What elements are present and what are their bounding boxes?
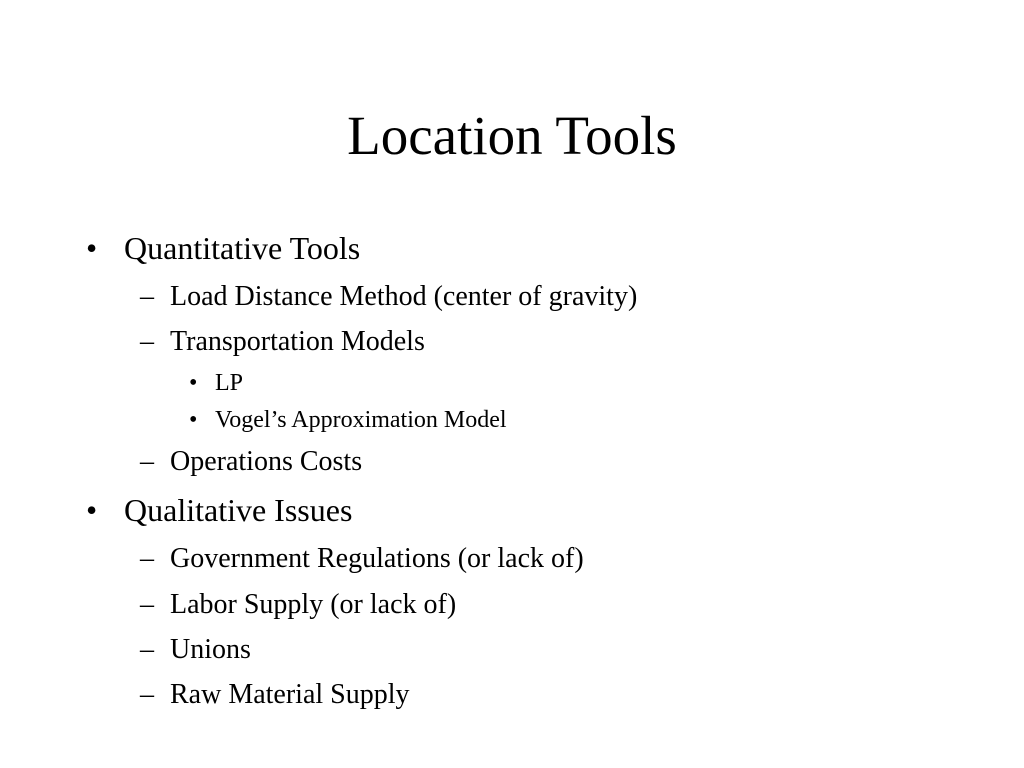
bullet-marker: • xyxy=(189,370,198,396)
sub-sub-item-lp xyxy=(189,368,244,398)
sub-item-labor-supply xyxy=(140,587,457,623)
bullet-text: Qualitative Issues xyxy=(124,492,353,528)
dash-marker: – xyxy=(140,326,154,357)
dash-marker: – xyxy=(140,634,154,665)
sub-item-load-distance-method xyxy=(140,279,638,315)
sub-item-text: Labor Supply (or lack of) xyxy=(170,589,457,620)
sub-item-transportation-models xyxy=(140,324,425,360)
dash-marker: – xyxy=(140,679,154,710)
sub-item-text: Raw Material Supply xyxy=(170,679,410,710)
dash-marker: – xyxy=(140,543,154,574)
sub-item-text: Unions xyxy=(170,634,251,665)
slide-title: Location Tools xyxy=(347,105,677,166)
bullet-marker: • xyxy=(189,407,198,433)
bullet-marker: • xyxy=(86,230,98,266)
sub-item-text: Load Distance Method (center of gravity) xyxy=(170,281,638,312)
sub-item-government-regulations xyxy=(140,541,584,577)
dash-marker: – xyxy=(140,281,154,312)
bullet-text: Quantitative Tools xyxy=(124,230,361,266)
sub-item-text: Transportation Models xyxy=(170,326,425,357)
bullet-item-qualitative-issues xyxy=(86,490,353,530)
bullet-marker: • xyxy=(86,492,98,528)
sub-sub-item-text: LP xyxy=(215,370,244,396)
sub-item-operations-costs xyxy=(140,444,363,480)
dash-marker: – xyxy=(140,446,154,477)
sub-item-raw-material-supply xyxy=(140,677,410,713)
bullet-item-quantitative-tools xyxy=(86,228,361,268)
sub-sub-item-vogels-approximation-model xyxy=(189,405,507,435)
sub-sub-item-text: Vogel’s Approximation Model xyxy=(215,407,507,433)
sub-item-unions xyxy=(140,632,251,668)
dash-marker: – xyxy=(140,589,154,620)
sub-item-text: Government Regulations (or lack of) xyxy=(170,543,584,574)
sub-item-text: Operations Costs xyxy=(170,446,363,477)
